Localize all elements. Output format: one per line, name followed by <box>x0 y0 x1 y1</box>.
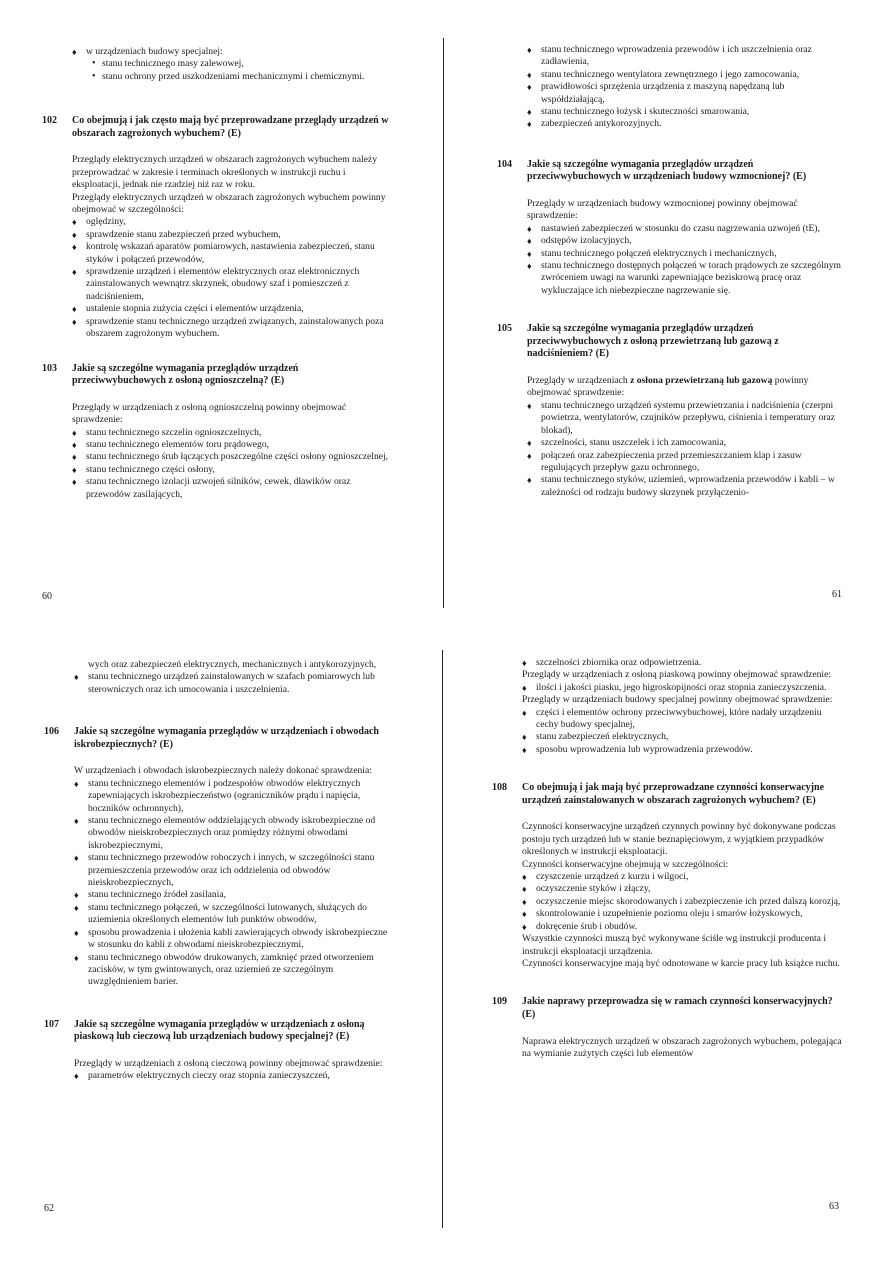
list-item: ♦ stanu technicznego urządzeń systemu przewietrzania i nadciśnienia (czerpni powietrza, wentylatorów, czujników przepływu, ciśnienia i temperatury oraz blokad), <box>527 400 847 437</box>
page-61 <box>497 44 847 499</box>
list-item: ♦ sprawdzenie urządzeń i elementów elektrycznych oraz elektronicznych zainstalowanych wewnątrz skrzynek, obudowy szaf i pomieszczeń z nadciśnieniem, <box>72 266 390 303</box>
paragraph: Przeglądy elektrycznych urządzeń w obszarach zagrożonych wybuchem powinny obejmować w szczególności: <box>72 191 386 216</box>
question-number: 107 <box>44 1018 59 1030</box>
list-item: ♦ kontrolę wskazań aparatów pomiarowych, nastawienia zabezpieczeń, stanu styków i połączeń przewodów, <box>72 241 390 266</box>
list-item: ♦ stanu zabezpieczeń elektrycznych, <box>522 731 844 743</box>
list-item: ♦ szczelności, stanu uszczelek i ich zamocowania, <box>527 437 847 449</box>
question-103 <box>42 362 390 388</box>
question-number: 109 <box>492 996 507 1008</box>
list-item: ♦ ilości i jakości piasku, jego higroskopijności oraz stopnia zanieczyszczenia. <box>522 682 844 694</box>
question-title: Jakie są szczególne wymagania przeglądów urządzeń przeciwwybuchowych w urządzeniach budowy wzmocnionej? (E) <box>527 158 807 183</box>
question-106 <box>44 726 392 751</box>
list-item: ♦ szczelności zbiornika oraz odpowietrzenia. <box>522 657 844 669</box>
list-item: ♦ skontrolowanie i uzupełnienie poziomu oleju i smarów łożyskowych, <box>522 908 844 920</box>
list-item: ♦ czyszczenie urządzeń z kurzu i wilgoci, <box>522 871 844 883</box>
page-63 <box>492 657 844 1060</box>
list-item: ♦ stanu technicznego elementów oddzielających obwody iskrobezpieczne od obwodów nieiskrobezpiecznych oraz pomiędzy różnymi obwodami iskrobezpiecznymi, <box>74 815 392 852</box>
list-item: ♦ sprawdzenie stanu technicznego urządzeń związanych, zainstalowanych poza obszarem zagrożonym wybuchem. <box>72 316 390 341</box>
paragraph: Czynności konserwacyjne mają być odnotowane w karcie pracy lub książce ruchu. <box>522 957 840 969</box>
list-item: ♦ ustalenie stopnia zużycia części i elementów urządzenia, <box>72 303 390 315</box>
list-item: ♦ stanu technicznego styków, uziemień, wprowadzenia przewodów i kabli – w zależności od rodzaju budowy skrzynek przyłączenio- <box>527 474 847 499</box>
list-item: ♦ oczyszczenie styków i złączy, <box>522 883 844 895</box>
list-item: ♦ sposobu prowadzenia i ułożenia kabli zawierających obwody iskrobezpieczne w stosunku do kabli z obwodami nieiskrobezpiecznymi, <box>74 927 392 952</box>
paragraph: Czynności konserwacyjne obejmują w szczególności: <box>522 858 729 870</box>
list-item: ♦ stanu technicznego części osłony, <box>72 464 390 476</box>
paragraph: Przeglądy elektrycznych urządzeń w obszarach zagrożonych wybuchem należy przeprowadzać w zakresie i terminach określonych w instrukcji ruchu i eksploatacji, jednak nie rzadziej niż raz w roku. <box>72 154 377 191</box>
page-60 <box>42 46 390 501</box>
question-title: Jakie są szczególne wymagania przeglądów urządzeń przeciwwybuchowych z osłoną ognioszczelną? (E) <box>72 362 299 387</box>
list-item: ♦ oględziny, <box>72 216 390 228</box>
page-separator-top <box>443 38 444 608</box>
question-number: 102 <box>42 115 57 127</box>
list-item: ♦ połączeń oraz zabezpieczenia przed przemieszczaniem klap i zasuw regulujących przepływ gazu ochronnego, <box>527 450 847 475</box>
list-item: ♦ sprawdzenie stanu zabezpieczeń przed wybuchem, <box>72 229 390 241</box>
paragraph: Wszystkie czynności muszą być wykonywane ściśle wg instrukcji producenta i instrukcji eksploatacji urządzenia. <box>522 933 826 957</box>
list-item: ♦ stanu technicznego połączeń, w szczególności lutowanych, służących do uziemienia określonych elementów lub punktów obwodów, <box>74 902 392 927</box>
question-109 <box>492 996 844 1021</box>
question-108 <box>492 782 844 807</box>
list-item: • stanu ochrony przed uszkodzeniami mechanicznymi i chemicznymi. <box>86 71 390 83</box>
paragraph: Przeglądy w urządzeniach budowy specjalnej powinny obejmować sprawdzenie: <box>522 694 833 706</box>
question-number: 108 <box>492 782 507 794</box>
page-number-63: 63 <box>829 1201 839 1212</box>
paragraph: Przeglądy w urządzeniach z osłoną piaskową powinny obejmować sprawdzenie: <box>522 669 832 681</box>
list-item: ♦ części i elementów ochrony przeciwwybuchowej, które nadały urządzeniu cechy budowy specjalnej, <box>522 707 844 732</box>
question-105 <box>497 323 847 361</box>
list-item: ♦ stanu technicznego przewodów roboczych i innych, w szczególności stanu przemieszczenia przewodów oraz ich oddzielenia od obwodów nieiskrobezpiecznych, <box>74 852 392 889</box>
paragraph: Przeglądy w urządzeniach z osłona przewietrzaną lub gazową powinny obejmować sprawdzenie: <box>527 375 809 399</box>
list-item: ♦ parametrów elektrycznych cieczy oraz stopnia zanieczyszczeń, <box>74 1070 392 1082</box>
paragraph: Przeglądy w urządzeniach z osłoną ognioszczelną powinny obejmować sprawdzenie: <box>72 401 347 426</box>
question-title: Jakie są szczególne wymagania przeglądów urządzeń przeciwwybuchowych z osłoną przewietrzaną lub gazową z nadciśnieniem? (E) <box>527 323 779 360</box>
question-number: 104 <box>497 158 512 170</box>
list-item: ♦ stanu technicznego łożysk i skuteczności smarowania, <box>527 106 847 118</box>
list-item: ♦ oczyszczenie miejsc skorodowanych i zabezpieczenie ich przed dalszą korozją, <box>522 896 844 908</box>
list-item: ♦ stanu technicznego szczelin ognioszczelnych, <box>72 427 390 439</box>
list-item: ♦ stanu technicznego elementów i podzespołów obwodów elektrycznych zapewniających iskrobezpieczeństwo (ograniczników prądu i napięcia, boczników ochronnych), <box>74 778 392 815</box>
paragraph: Naprawa elektrycznych urządzeń w obszarach zagrożonych wybuchem, polegająca na wymianie zużytych części lub elementów <box>522 1035 842 1059</box>
paragraph: wych oraz zabezpieczeń elektrycznych, mechanicznych i antykorozyjnych, <box>88 659 377 670</box>
list-item: ♦ stanu technicznego wentylatora zewnętrznego i jego zamocowania, <box>527 69 847 81</box>
list-item: ♦ sposobu wprowadzenia lub wyprowadzenia przewodów. <box>522 744 844 756</box>
question-102 <box>42 115 390 140</box>
question-number: 103 <box>42 362 57 374</box>
list-item: ♦ stanu technicznego obwodów drukowanych, zamknięć przed otworzeniem zacisków, w tym gwintowanych, oraz uziemień ze szczególnym uwzględnieniem barier. <box>74 952 392 989</box>
paragraph: Przeglądy w urządzeniach z osłoną cieczową powinny obejmować sprawdzenie: <box>74 1057 383 1069</box>
paragraph: Przeglądy w urządzeniach budowy wzmocnionej powinny obejmować sprawdzenie: <box>527 198 798 222</box>
list-item: ♦ stanu technicznego śrub łączących poszczególne części osłony ognioszczelnej, <box>72 451 390 463</box>
list-item: ♦ stanu technicznego źródeł zasilania, <box>74 889 392 901</box>
list-item: ♦ zabezpieczeń antykorozyjnych. <box>527 118 847 130</box>
paragraph: Czynności konserwacyjne urządzeń czynnych powinny być dokonywane podczas postoju tych urządzeń lub w stanie beznapięciowym, z wyjątkiem przypadków określonych w instrukcji eksploatacji. <box>522 821 836 858</box>
list-item: ♦ stanu technicznego dostępnych połączeń w torach prądowych ze szczególnym zwróceniem uwagi na warunki zapewniające beziskrową pracę oraz wykluczające ich niebezpieczne nagrzewanie się. <box>527 260 847 297</box>
page-separator-bottom <box>442 650 443 1228</box>
list-item: ♦ prawidłowości sprzężenia urządzenia z maszyną napędzaną lub współdziałającą, <box>527 81 847 106</box>
question-title: Jakie są szczególne wymagania przeglądów w urządzeniach i obwodach iskrobezpiecznych? (E) <box>74 726 379 750</box>
question-title: Co obejmują i jak mają być przeprowadzane czynności konserwacyjne urządzeń zainstalowanych w obszarach zagrożonych wybuchem? (E) <box>522 782 825 806</box>
list-item: ♦ dokręcenie śrub i obudów. <box>522 921 844 933</box>
page-number-61: 61 <box>832 589 842 600</box>
question-title: Jakie naprawy przeprowadza się w ramach czynności konserwacyjnych? (E) <box>522 996 833 1020</box>
list-item: ♦ stanu technicznego urządzeń zainstalowanych w szafach pomiarowych lub sterowniczych oraz ich umocowania i uszczelnienia. <box>74 671 392 696</box>
list-item: ♦ stanu technicznego izolacji uzwojeń silników, cewek, dławików oraz przewodów zasilających, <box>72 476 390 501</box>
list-item: ♦ stanu technicznego elementów toru prądowego, <box>72 439 390 451</box>
list-item: ♦ w urządzeniach budowy specjalnej: • stanu technicznego masy zalewowej, • stanu ochrony przed uszkodzeniami mechanicznymi i chemicznymi. <box>72 46 390 83</box>
question-number: 105 <box>497 323 512 335</box>
page-number-62: 62 <box>44 1203 54 1214</box>
list-item: ♦ nastawień zabezpieczeń w stosunku do czasu nagrzewania uzwojeń (tE), <box>527 223 847 235</box>
list-item: ♦ stanu technicznego wprowadzenia przewodów i ich uszczelnienia oraz zadławienia, <box>527 44 847 69</box>
question-107 <box>44 1018 392 1044</box>
list-item: • stanu technicznego masy zalewowej, <box>86 58 390 70</box>
question-104 <box>497 158 847 184</box>
question-number: 106 <box>44 726 59 738</box>
list-item: ♦ odstępów izolacyjnych, <box>527 235 847 247</box>
list-item: ♦ stanu technicznego połączeń elektrycznych i mechanicznych, <box>527 248 847 260</box>
question-title: Co obejmują i jak często mają być przeprowadzane przeglądy urządzeń w obszarach zagrożonych wybuchem? (E) <box>72 115 389 139</box>
page-number-60: 60 <box>42 591 52 602</box>
question-title: Jakie są szczególne wymagania przeglądów w urządzeniach z osłoną piaskową lub cieczową lub urządzeniach budowy specjalnej? (E) <box>74 1018 365 1043</box>
page-62 <box>44 659 392 1083</box>
paragraph: W urządzeniach i obwodach iskrobezpiecznych należy dokonać sprawdzenia: <box>74 765 372 777</box>
